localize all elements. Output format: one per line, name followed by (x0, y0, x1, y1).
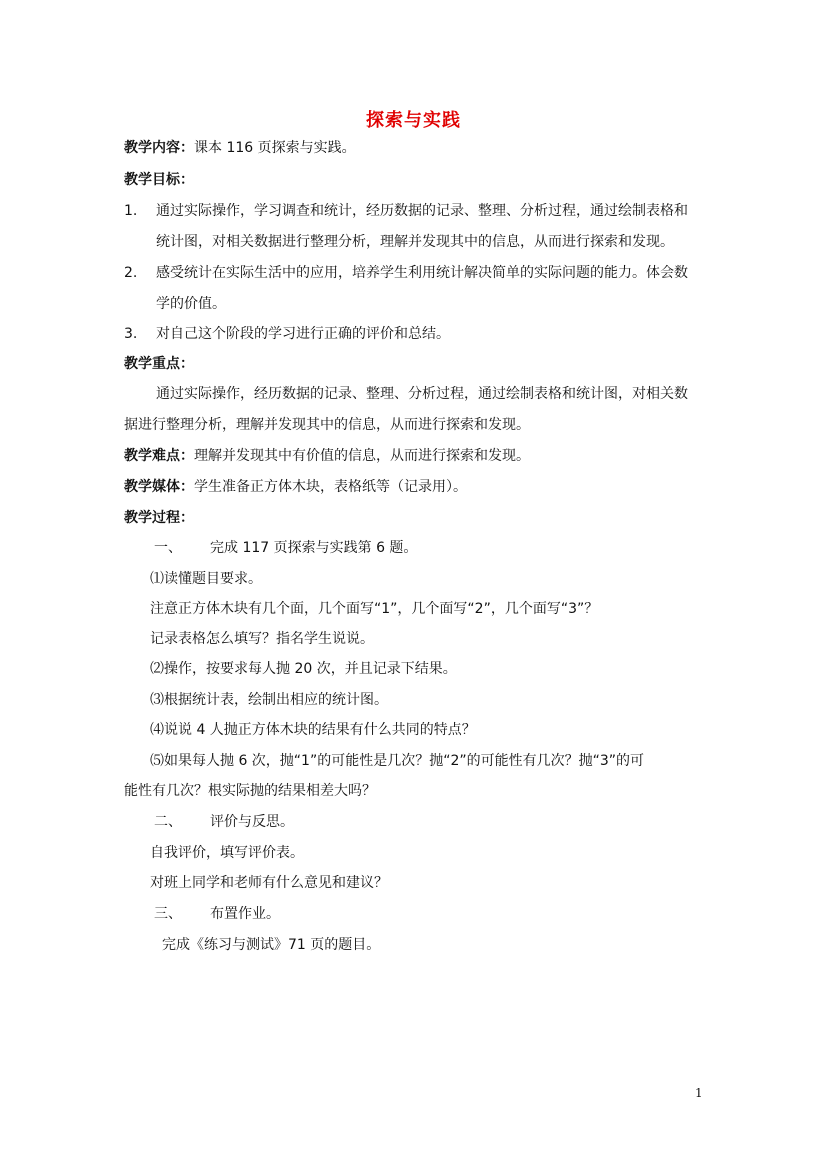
s1-line: 记录表格怎么填写？指名学生说说。 (150, 631, 374, 647)
section-number: 三、 (154, 906, 182, 922)
section-2-heading (154, 812, 294, 832)
content-text: 课本 116 页探索与实践。 (194, 140, 356, 156)
media-label: 教学媒体： (124, 479, 194, 495)
s1-line: ⑶根据统计表，绘制出相应的统计图。 (150, 692, 388, 708)
s2-line: 自我评价，填写评价表。 (150, 845, 304, 861)
difficulty-label: 教学难点： (124, 448, 194, 464)
s1-line: ⑸如果每人抛 6 次，抛“1”的可能性是几次？抛“2”的可能性有几次？抛“3”的可 (150, 753, 645, 769)
goal-number: 2. (124, 265, 138, 281)
teaching-difficulty (124, 446, 530, 466)
s3-line: 完成《练习与测试》71 页的题目。 (162, 937, 381, 953)
process-label: 教学过程： (124, 510, 194, 526)
teaching-content (124, 138, 356, 158)
section-text: 布置作业。 (210, 906, 280, 922)
s1-line: ⑷说说 4 人抛正方体木块的结果有什么共同的特点？ (150, 722, 476, 738)
key-text-1: 通过实际操作，经历数据的记录、整理、分析过程，通过绘制表格和统计图，对相关数 (156, 386, 688, 402)
teaching-media (124, 477, 467, 497)
goal-number: 1. (124, 203, 138, 219)
goal-number: 3. (124, 326, 138, 342)
s1-line-wrap: 能性有几次？根实际抛的结果相差大吗？ (124, 783, 376, 799)
document-title: 探索与实践 (366, 110, 461, 131)
goals-label: 教学目标： (124, 172, 194, 188)
section-text: 完成 117 页探索与实践第 6 题。 (210, 540, 418, 556)
goal-text: 通过实际操作，学习调查和统计，经历数据的记录、整理、分析过程，通过绘制表格和 (156, 203, 688, 219)
goal-item-2 (124, 263, 688, 283)
goal-item-1-cont: 统计图，对相关数据进行整理分析，理解并发现其中的信息，从而进行探索和发现。 (156, 234, 674, 250)
goal-text: 感受统计在实际生活中的应用，培养学生利用统计解决简单的实际问题的能力。体会数 (156, 265, 688, 281)
goal-text: 对自己这个阶段的学习进行正确的评价和总结。 (156, 326, 450, 342)
section-number: 二、 (154, 814, 182, 830)
s1-line: ⑴读懂题目要求。 (150, 571, 262, 587)
s1-line: ⑵操作，按要求每人抛 20 次，并且记录下结果。 (150, 661, 457, 677)
s2-line: 对班上同学和老师有什么意见和建议？ (150, 875, 388, 891)
goal-item-3 (124, 324, 450, 344)
section-3-heading (154, 904, 280, 924)
s1-line: 注意正方体木块有几个面，几个面写“1”，几个面写“2”，几个面写“3”？ (150, 601, 599, 617)
key-text-2: 据进行整理分析，理解并发现其中的信息，从而进行探索和发现。 (124, 417, 530, 433)
difficulty-text: 理解并发现其中有价值的信息，从而进行探索和发现。 (194, 448, 530, 464)
page-number: 1 (695, 1086, 703, 1100)
content-label: 教学内容： (124, 140, 194, 156)
key-label: 教学重点： (124, 356, 194, 372)
section-text: 评价与反思。 (210, 814, 294, 830)
goal-item-2-cont: 学的价值。 (156, 296, 226, 312)
section-number: 一、 (154, 540, 182, 556)
section-1-heading (154, 538, 417, 558)
goal-item-1 (124, 201, 688, 221)
media-text: 学生准备正方体木块，表格纸等（记录用）。 (194, 479, 467, 495)
